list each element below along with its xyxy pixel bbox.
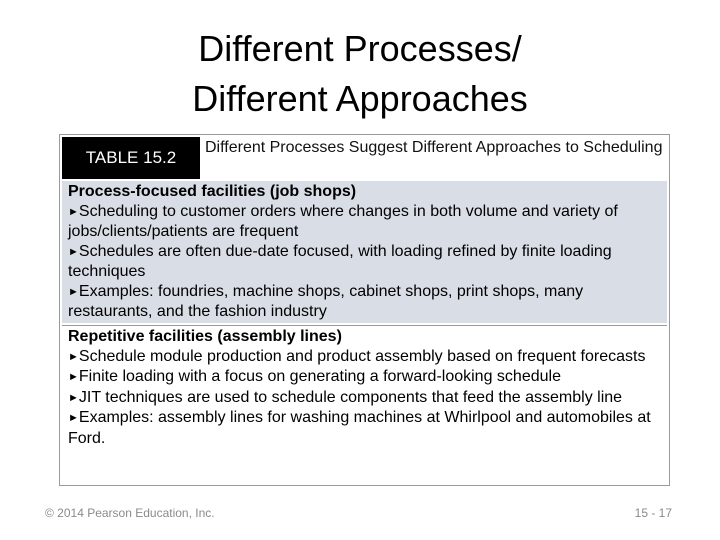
bullet-item <box>68 388 661 409</box>
bullet-arrow-icon: ► <box>68 371 79 383</box>
bullet-text: Scheduling to customer orders where changes in both volume and variety of jobs/clients/patients are frequent <box>68 202 618 240</box>
title-line-2: Different Approaches <box>192 78 528 119</box>
bullet-item <box>68 282 661 322</box>
slide-title <box>0 24 720 124</box>
section-heading: Process-focused facilities (job shops) <box>68 183 357 200</box>
bullet-item <box>68 202 661 242</box>
bullet-arrow-icon: ► <box>68 205 79 218</box>
bullet-item <box>68 347 661 368</box>
page-number: 15 - 17 <box>634 506 672 520</box>
bullet-arrow-icon: ► <box>68 245 79 258</box>
section-heading: Repetitive facilities (assembly lines) <box>68 328 342 345</box>
title-line-1: Different Processes/ <box>198 28 522 69</box>
section-process-focused <box>62 181 667 323</box>
bullet-text: Schedule module production and product assembly based on frequent forecasts <box>78 347 646 365</box>
table-number-label: TABLE 15.2 <box>62 137 200 179</box>
bullet-text: Schedules are often due-date focused, with loading refined by finite loading techniques <box>68 242 612 280</box>
section-repetitive <box>62 325 667 485</box>
bullet-text: Examples: assembly lines for washing machines at Whirlpool and automobiles at Ford. <box>68 409 651 447</box>
bullet-arrow-icon: ► <box>68 412 79 424</box>
table-header <box>60 135 669 179</box>
bullet-arrow-icon: ► <box>68 350 79 363</box>
bullet-item <box>68 367 661 388</box>
bullet-arrow-icon: ► <box>68 285 79 298</box>
bullet-item <box>68 242 661 282</box>
bullet-text: Finite loading with a focus on generating a forward-looking schedule <box>78 368 561 385</box>
bullet-item <box>68 408 661 448</box>
scheduling-table <box>59 134 670 486</box>
bullet-text: Examples: foundries, machine shops, cabinet shops, print shops, many restaurants, and the fashion industry <box>68 282 584 320</box>
copyright-footer: © 2014 Pearson Education, Inc. <box>45 506 215 520</box>
bullet-text: JIT techniques are used to schedule components that feed the assembly line <box>78 388 623 406</box>
table-caption: Different Processes Suggest Different Approaches to Scheduling <box>205 139 663 156</box>
bullet-arrow-icon: ► <box>68 391 79 404</box>
